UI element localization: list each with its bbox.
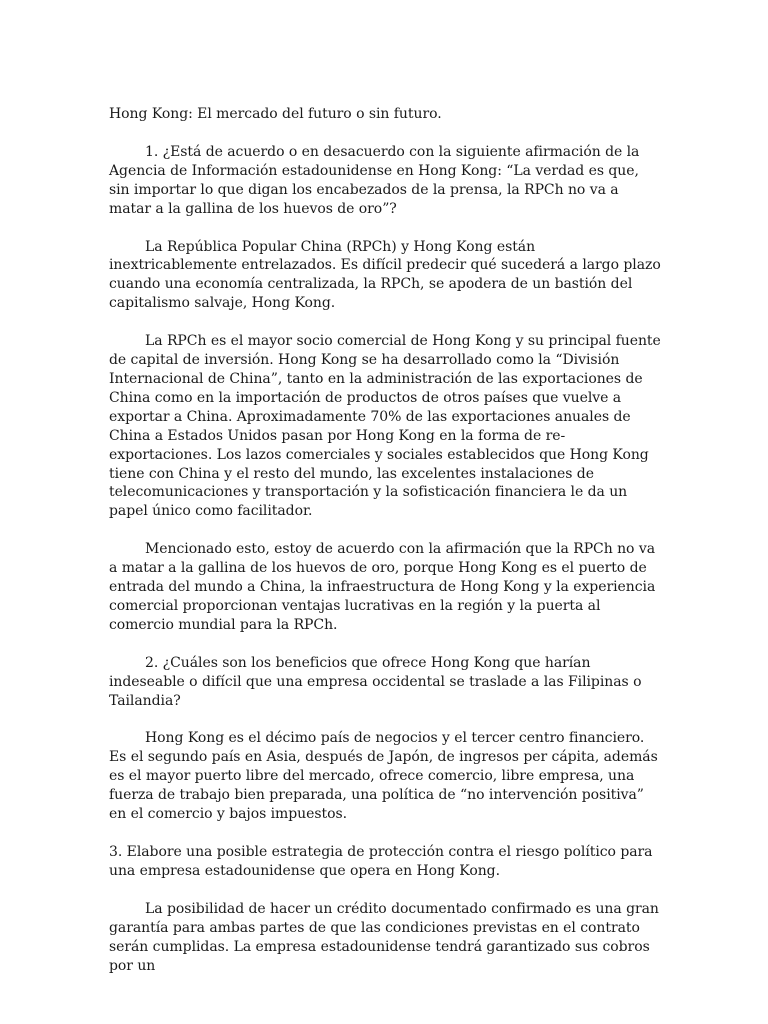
paragraph: La posibilidad de hacer un crédito documentado confirmado es una gran garantía para ambas partes de que las condiciones previstas en el contrato serán cumplidas. La empresa estadounidense tendrá garantizado sus cobros por un: [109, 900, 659, 974]
paragraph: Hong Kong es el décimo país de negocios y el tercer centro financiero. Es el segundo país en Asia, después de Japón, de ingresos per cápita, además es el mayor puerto libre del mercado, ofrece comercio, libre empresa, una fuerza de trabajo bien preparada, una política de “no intervención positiva” en el comercio y bajos impuestos.: [109, 730, 658, 823]
paragraph: La República Popular China (RPCh) y Hong Kong están inextricablemente entrelazados. Es difícil predecir qué sucederá a largo plazo cuando una economía centralizada, la RPCh, se apodera de un bastión del capitalismo salvaje, Hong Kong.: [109, 238, 661, 312]
paragraph: Mencionado esto, estoy de acuerdo con la afirmación que la RPCh no va a matar a la gallina de los huevos de oro, porque Hong Kong es el puerto de entrada del mundo a China, la infraestructura de Hong Kong y la experiencia comercial proporcionan ventajas lucrativas en la región y la puerta al comercio mundial para la RPCh.: [109, 541, 656, 633]
question-3: 3. Elabore una posible estrategia de protección contra el riesgo político para una empresa estadounidense que opera en Hong Kong.: [109, 844, 653, 879]
question-2: 2. ¿Cuáles son los beneficios que ofrece Hong Kong que harían indeseable o difícil que una empresa occidental se traslade a las Filipinas o Tailandia?: [109, 654, 642, 709]
document-body: [109, 105, 661, 994]
paragraph: La RPCh es el mayor socio comercial de Hong Kong y su principal fuente de capital de inversión. Hong Kong se ha desarrollado como la “División Internacional de China”, tanto en la administración de las exportaciones de China como en la importación de productos de otros países que vuelve a exportar a China. Aproximadamente 70% de las exportaciones anuales de China a Estados Unidos pasan por Hong Kong en la forma de re-exportaciones. Los lazos comerciales y sociales establecidos que Hong Kong tiene con China y el resto del mundo, las excelentes instalaciones de telecomunicaciones y transportación y la sofisticación financiera le da un papel único como facilitador.: [109, 333, 661, 520]
document-title: Hong Kong: El mercado del futuro o sin futuro.: [109, 106, 442, 122]
question-1: 1. ¿Está de acuerdo o en desacuerdo con la siguiente afirmación de la Agencia de Información estadounidense en Hong Kong: “La verdad es que, sin importar lo que digan los encabezados de la prensa, la RPCh no va a matar a la gallina de los huevos de oro”?: [109, 143, 640, 217]
